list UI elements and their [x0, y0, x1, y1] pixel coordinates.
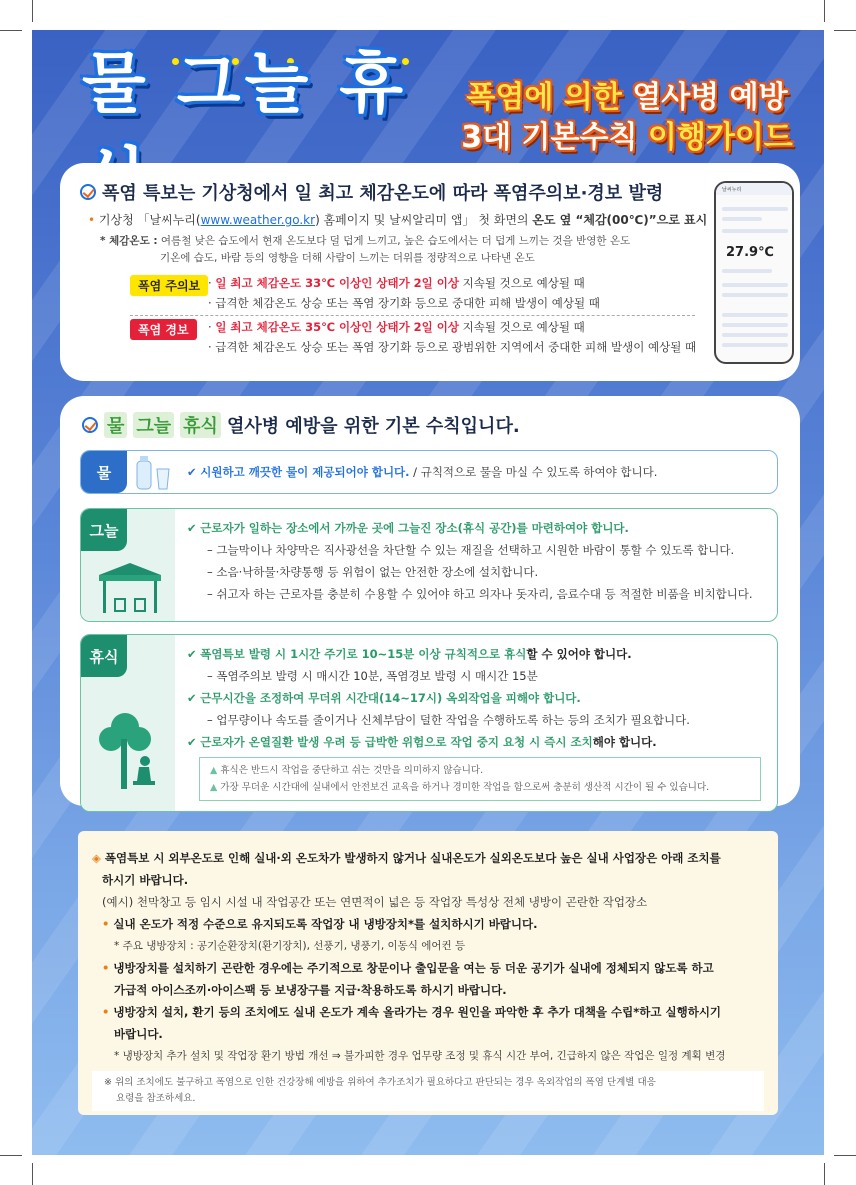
page-subtitle: [452, 78, 802, 158]
crop-mark: [834, 30, 856, 31]
crop-mark: [0, 30, 22, 31]
water-section: [80, 450, 778, 494]
bullet-icon: •: [102, 917, 110, 931]
rules-card-title: [82, 412, 520, 438]
rest-rule-main: 근무시간을 조정하여 무더위 시간대(14~17시) 옥외작업을 피해야 합니다.: [200, 691, 581, 705]
alert-source-text: ) 홈페이지 및 날씨알리미 앱」 첫 화면의: [315, 213, 533, 227]
alert-card-title-text: 폭염 특보는 기상청에서 일 최고 체감온도에 따라 폭염주의보·경보 발령: [102, 183, 664, 204]
diamond-icon: ◈: [92, 851, 101, 865]
weather-site-link[interactable]: www.weather.go.kr: [200, 213, 316, 227]
bullet-icon: •: [102, 1005, 110, 1019]
rest-rule-sub: – 폭염주의보 발령 시 매시간 10분, 폭염경보 발령 시 매시간 15분: [207, 669, 538, 683]
indoor-item: 냉방장치 설치, 환기 등의 조치에도 실내 온도가 계속 올라가는 경우 원인을 파악한 후 추가 대책을 수립*하고 실행하시기: [113, 1005, 722, 1019]
note-text: 기온에 습도, 바람 등의 영향을 더해 사람이 느끼는 더위를 정량적으로 나타낸 온도: [160, 252, 535, 264]
rest-tag: 휴식: [81, 635, 127, 677]
rest-rules: [187, 643, 767, 801]
indoor-item-note: * 주요 냉방장치 : 공기순환장치(환기장치), 선풍기, 냉풍기, 이동식 에어컨 등: [114, 940, 466, 952]
crop-mark: [32, 1163, 33, 1185]
indoor-item: 냉방장치를 설치하기 곤란한 경우에는 주기적으로 창문이나 출입문을 여는 등 더운 공기가 실내에 정체되지 않도록 하고: [113, 961, 714, 975]
shade-section: [80, 508, 778, 622]
indoor-final-note: [92, 1071, 764, 1111]
subtitle-text: 열사병 예방: [632, 80, 788, 115]
heat-watch-criteria-2: · 급격한 체감온도 상승 또는 폭염 장기화 등으로 중대한 피해 발생이 예상될 때: [208, 296, 600, 310]
bullet-icon: •: [88, 213, 96, 227]
rest-note-box: [199, 757, 761, 801]
phone-app-name: 날씨누리: [716, 183, 792, 195]
heat-warning-criteria-2: · 급격한 체감온도 상승 또는 폭염 장기화 등으로 광범위한 지역에서 중대한 피해 발생이 예상될 때: [208, 340, 697, 354]
rest-note: 가장 무더운 시간대에 실내에서 안전보건 교육을 하거나 경미한 작업을 함으로써 충분히 생산적 시간이 될 수 있습니다.: [220, 782, 710, 793]
criteria-red: 일 최고 체감온도 35℃ 이상인 상태가 2일 이상: [215, 320, 460, 334]
shade-rule-main: 근로자가 일하는 장소에서 가까운 곳에 그늘진 장소(휴식 공간)를 마련하여야 합니다.: [200, 521, 629, 535]
crop-mark: [32, 0, 33, 22]
check-circle-icon: [80, 184, 96, 200]
rest-rule-main-bold: 해야 합니다.: [592, 735, 657, 749]
keyword-rest: 휴식: [180, 412, 221, 438]
page-title-text: 물 그늘 휴: [82, 45, 407, 122]
phone-temperature: 27.9℃: [726, 245, 774, 260]
keyword-shade: 그늘: [133, 412, 174, 438]
rest-section: [80, 634, 778, 812]
check-icon: ✔: [187, 521, 197, 535]
water-bottle-icon: [133, 455, 173, 491]
water-rule-sub: / 규칙적으로 물을 마실 수 있도록 하여야 합니다.: [409, 465, 658, 479]
subtitle-highlight: 폭염에 의한: [466, 80, 622, 115]
indoor-item-note: * 냉방장치 추가 설치 및 작업장 환기 방법 개선 ⇒ 불가피한 경우 업무량 조정 및 휴식 시간 부여, 긴급하지 않은 작업은 일정 계획 변경: [114, 1050, 726, 1062]
alert-source-line: [88, 211, 707, 228]
shade-tent-icon: [95, 561, 165, 615]
shade-rules: [187, 517, 767, 605]
shade-tag: 그늘: [81, 509, 127, 551]
heat-watch-criteria: · 일 최고 체감온도 33℃ 이상인 상태가 2일 이상 지속될 것으로 예상될 때: [208, 276, 585, 290]
heat-warning-badge: 폭염 경보: [130, 319, 197, 340]
rest-rule-main-bold: 할 수 있어야 합니다.: [526, 647, 632, 661]
indoor-workplace-card: [78, 831, 778, 1115]
note-text: 여름철 낮은 습도에서 현재 온도보다 덜 덥게 느끼고, 높은 습도에서는 더 덥게 느끼는 것을 반영한 온도: [157, 235, 631, 247]
water-rule: [187, 461, 767, 483]
note-label: * 체감온도 :: [100, 235, 158, 247]
bullet-icon: •: [102, 961, 110, 975]
rest-rule-sub: – 업무량이나 속도를 줄이거나 신체부담이 덜한 작업을 수행하도록 하는 등의 조치가 필요합니다.: [207, 713, 690, 727]
check-icon: ✔: [187, 465, 197, 479]
criteria-text: 지속될 것으로 예상될 때: [459, 320, 585, 334]
indoor-example: (예시) 천막창고 등 임시 시설 내 작업공간 또는 연면적이 넓은 등 작업장 특성상 전체 냉방이 곤란한 작업장소: [102, 895, 648, 909]
heat-alert-card: [60, 163, 800, 381]
alert-card-title: [80, 179, 663, 205]
subtitle-text: 3대 기본수칙: [461, 120, 638, 155]
indoor-item: 실내 온도가 적정 수준으로 유지되도록 작업장 내 냉방장치*를 설치하시기 바랍니다.: [113, 917, 538, 931]
crop-mark: [824, 1163, 825, 1185]
indoor-heading: 폭염특보 시 외부온도로 인해 실내·외 온도차가 발생하지 않거나 실내온도가 실외온도보다 높은 실내 사업장은 아래 조치를: [104, 851, 721, 865]
shade-rule-sub: – 소음·낙하물·차량통행 등 위험이 없는 안전한 장소에 설치합니다.: [207, 565, 539, 579]
subtitle-highlight: 이행가이드: [647, 120, 793, 155]
indoor-item: 바랍니다.: [114, 1027, 163, 1041]
shade-rule-sub: – 그늘막이나 차양막은 직사광선을 차단할 수 있는 재질을 선택하고 시원한 바람이 통할 수 있도록 합니다.: [207, 543, 735, 557]
alert-source-text: 기상청 「날씨누리(: [98, 213, 201, 227]
rest-rule-main: 폭염특보 발령 시 1시간 주기로 10~15분 이상 규칙적으로 휴식: [200, 647, 527, 661]
alert-source-bold: 온도 옆 “체감(00℃)”으로 표시: [532, 213, 708, 227]
poster: [32, 30, 824, 1155]
keyword-water: 물: [104, 412, 127, 438]
phone-app-illustration: [714, 181, 794, 364]
indoor-heading: 하시기 바랍니다.: [102, 873, 189, 887]
resting-worker-icon: [93, 705, 165, 795]
criteria-text: 지속될 것으로 예상될 때: [459, 276, 585, 290]
final-note-text: ※ 위의 조치에도 불구하고 폭염으로 인한 건강장해 예방을 위하여 추가조치가 필요하다고 판단되는 경우 옥외작업의 폭염 단계별 대응: [104, 1077, 656, 1088]
final-note-text: 요령을 참조하세요.: [116, 1093, 196, 1104]
triangle-icon: ▲: [210, 765, 218, 776]
shade-rule-sub: – 쉬고자 하는 근로자를 충분히 수용할 수 있어야 하고 의자나 돗자리, 음료수대 등 적절한 비품을 비치합니다.: [207, 587, 753, 601]
water-rule-main: 시원하고 깨끗한 물이 제공되어야 합니다.: [200, 465, 410, 479]
rest-rule-main: 근로자가 온열질환 발생 우려 등 급박한 위험으로 작업 중지 요청 시 즉시 조치: [200, 735, 593, 749]
feels-like-note: [100, 233, 680, 267]
heat-warning-criteria: · 일 최고 체감온도 35℃ 이상인 상태가 2일 이상 지속될 것으로 예상될 때: [208, 320, 585, 334]
rest-note: 휴식은 반드시 작업을 중단하고 쉬는 것만을 의미하지 않습니다.: [220, 765, 484, 776]
check-circle-icon: [82, 417, 98, 433]
crop-mark: [824, 0, 825, 22]
check-icon: ✔: [187, 647, 197, 661]
divider: [130, 315, 695, 316]
indoor-item: 가급적 아이스조끼·아이스팩 등 보냉장구를 지급·착용하도록 하시기 바랍니다.: [114, 983, 507, 997]
water-tag: 물: [81, 451, 127, 493]
check-icon: ✔: [187, 735, 197, 749]
crop-mark: [834, 1155, 856, 1156]
triangle-icon: ▲: [210, 782, 218, 793]
criteria-red: 일 최고 체감온도 33℃ 이상인 상태가 2일 이상: [215, 276, 460, 290]
rules-card-title-text: 열사병 예방을 위한 기본 수칙입니다.: [226, 416, 520, 437]
check-icon: ✔: [187, 691, 197, 705]
heat-watch-badge: 폭염 주의보: [130, 275, 208, 296]
crop-mark: [0, 1155, 22, 1156]
basic-rules-card: [60, 396, 800, 806]
